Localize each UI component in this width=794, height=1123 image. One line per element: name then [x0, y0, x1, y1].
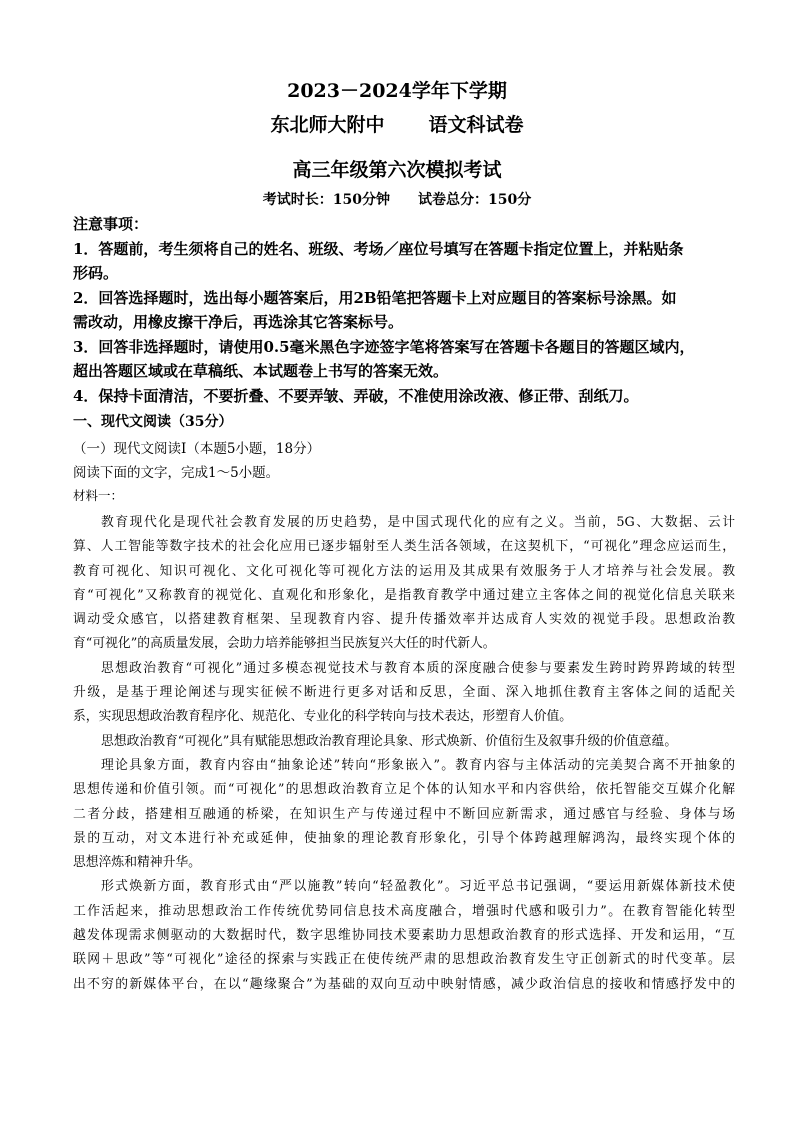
exam-meta — [0, 189, 794, 209]
passage-line: 二者分歧，搭建相互融通的桥梁，在知识生产与传递过程中不断回应新需求，通过感官与经验、身体与场 — [73, 806, 735, 822]
notice-title: 注意事项： — [73, 215, 149, 233]
passage-line: 算、人工智能等数字技术的社会化应用已逐步辐射至人类生活各领域，在这契机下，“可视化”理念应运而生， — [73, 539, 735, 555]
passage-line: 育“可视化”的高质量发展，会助力培养能够担当民族复兴大任的时代新人。 — [73, 636, 496, 652]
exam-duration: 考试时长：150分钟 — [262, 192, 390, 208]
material-label: 材料一： — [73, 488, 124, 503]
exam-name-title: 高三年级第六次模拟考试 — [292, 159, 502, 181]
subject-name: 语文科试卷 — [428, 114, 524, 136]
passage-line: 调动受众感官，以搭建教育框架、呈现教育内容、提升传播效率并达成育人实效的视觉手段。思想政治教 — [73, 612, 735, 628]
school-name: 东北师大附中 — [270, 114, 385, 136]
passage-line: 思想政治教育“可视化”通过多模态视觉技术与教育本质的深度融合使参与要素发生跨时跨界跨域的转型 — [101, 660, 735, 676]
notice-line: 1．答题前，考生须将自己的姓名、班级、考场／座位号填写在答题卡指定位置上，并粘贴条 — [73, 239, 684, 258]
passage-line: 出不穷的新媒体平台，在以“趣缘聚合”为基础的双向互动中映射情感，减少政治信息的接收和情感抒发中的 — [73, 976, 735, 992]
passage-line: 思想淬炼和精神升华。 — [73, 855, 201, 871]
sub-section-heading: （一）现代文阅读Ⅰ（本题5小题，18分） — [73, 441, 321, 457]
notice-block — [73, 212, 735, 408]
passage-line: 联网＋思政”等“可视化”途径的探索与实践正在使传统严肃的思想政治教育发生守正创新式的时代变革。层 — [73, 952, 735, 968]
passage-line: 工作活起来，推动思想政治工作传统优势同信息技术高度融合，增强时代感和吸引力”。在教育智能化转型 — [73, 903, 735, 919]
passage-line: 形式焕新方面，教育形式由“严以施教”转向“轻盈教化”。习近平总书记强调，“要运用新媒体新技术使 — [101, 879, 735, 895]
notice-line: 形码。 — [73, 264, 119, 282]
passage-line: 系，实现思想政治教育程序化、规范化、专业化的科学转向与技术表达，形塑育人价值。 — [73, 709, 573, 725]
notice-line: 3．回答非选择题时，请使用0.5毫米黑色字迹签字笔将答案写在答题卡各题目的答题区域内， — [73, 337, 695, 356]
year-title: 2023－2024学年下学期 — [287, 80, 507, 102]
passage-line: 育“可视化”又称教育的视觉化、直观化和形象化，是指教育教学中通过建立主客体之间的视觉化信息关联来 — [73, 587, 735, 603]
section-heading: 一、现代文阅读（35分） — [73, 414, 233, 430]
passage-line: 教育可视化、知识可视化、文化可视化等可视化方法的运用及其成果有效服务于人才培养与社会发展。教 — [73, 563, 735, 579]
notice-line: 需改动，用橡皮擦干净后，再选涂其它答案标号。 — [73, 313, 404, 331]
passage-line: 景的互动，对文本进行补充或延伸，使抽象的理论教育形象化，引导个体跨越理解鸿沟，最终实现个体的 — [73, 830, 735, 846]
notice-line: 4．保持卡面清洁，不要折叠、不要弄皱、弄破，不准使用涂改液、修正带、刮纸刀。 — [73, 386, 639, 405]
notice-line: 超出答题区域或在草稿纸、本试题卷上书写的答案无效。 — [73, 362, 449, 380]
school-subject-title — [0, 110, 794, 137]
passage-line: 理论具象方面，教育内容由“抽象论述”转向“形象嵌入”。教育内容与主体活动的完美契合离不开抽象的 — [101, 757, 735, 773]
passage-line: 越发体现需求侧驱动的大数据时代，数字思维协同技术要素助力思想政治教育的形式选择、开发和运用，“互 — [73, 928, 735, 944]
passage-line: 思想传递和价值引领。而“可视化”的思想政治教育立足个体的认知水平和内容供给，依托智能交互媒介化解 — [73, 782, 735, 798]
notice-line: 2．回答选择题时，选出每小题答案后，用2B铅笔把答题卡上对应题目的答案标号涂黑。如 — [73, 288, 677, 307]
exam-total-score: 试卷总分：150分 — [418, 192, 532, 208]
passage-line: 思想政治教育“可视化”具有赋能思想政治教育理论具象、形式焕新、价值衍生及叙事升级的价值意蕴。 — [101, 733, 678, 749]
passage-body — [73, 511, 735, 997]
passage-line: 教育现代化是现代社会教育发展的历史趋势，是中国式现代化的应有之义。当前，5G、大数据、云计 — [101, 515, 735, 530]
reading-instruction: 阅读下面的文字，完成1～5小题。 — [73, 465, 280, 481]
passage-line: 升级，是基于理论阐述与现实征候不断进行更多对话和反思，全面、深入地抓住教育主客体之间的适配关 — [73, 685, 735, 701]
